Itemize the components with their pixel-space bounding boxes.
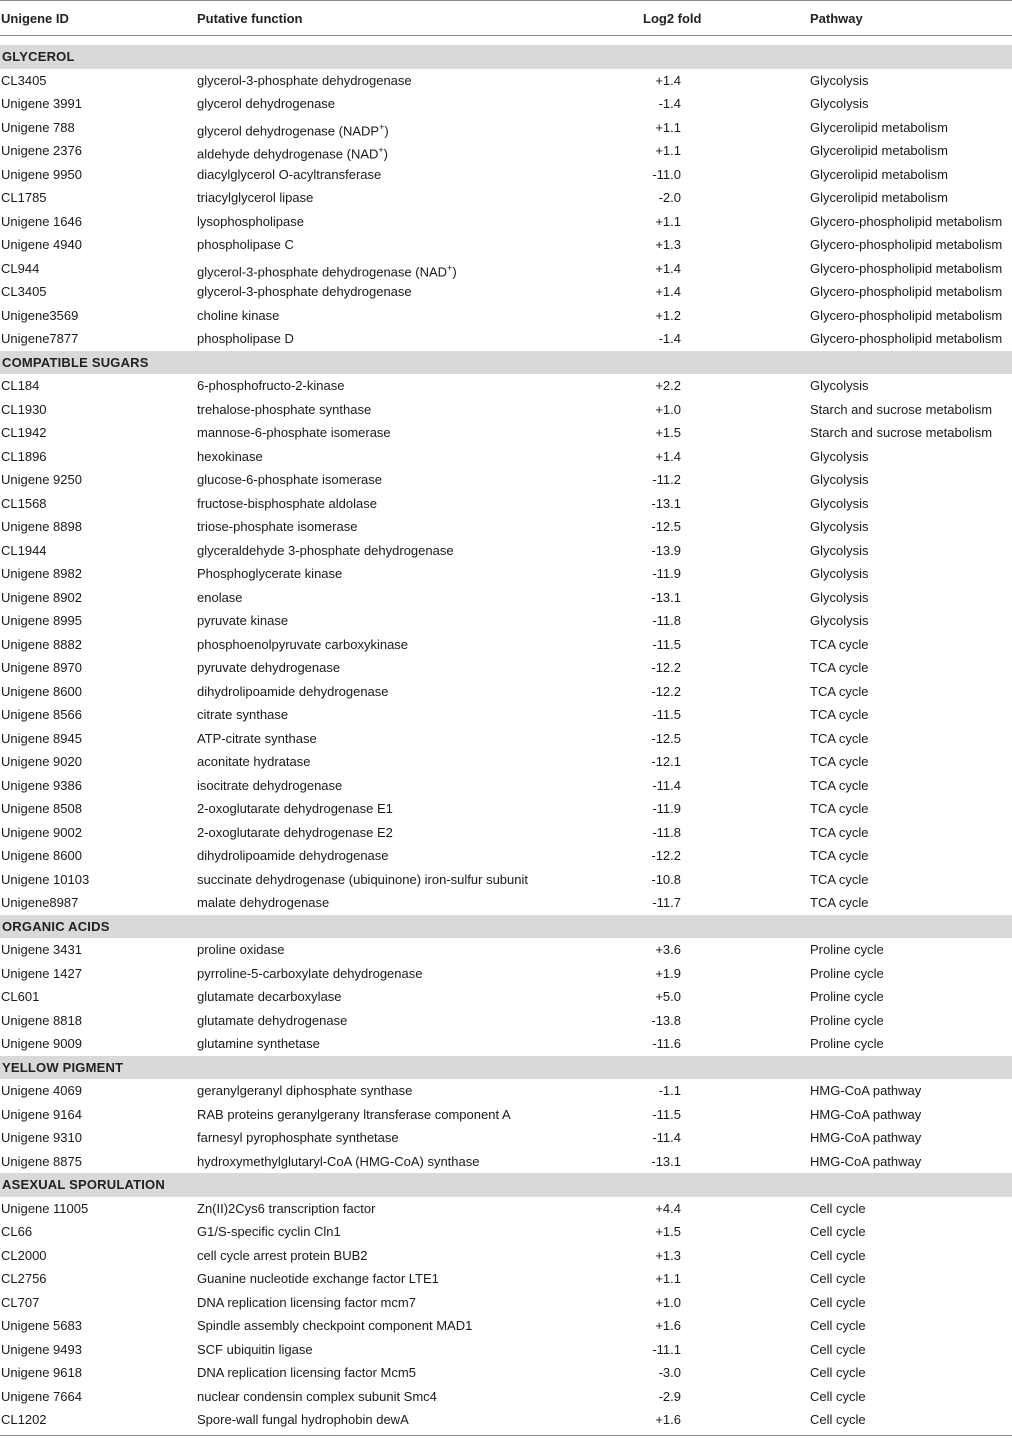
cell-unigene-id: Unigene 1427 <box>1 965 82 981</box>
cell-putative-function: triose-phosphate isomerase <box>197 519 358 534</box>
cell-pathway: Cell cycle <box>810 1318 866 1333</box>
table-row <box>0 868 1012 892</box>
cell-pathway: Cell cycle <box>810 1365 866 1380</box>
cell-log2-fold: -13.1 <box>651 589 681 605</box>
cell-log2-fold: -2.9 <box>658 1388 681 1404</box>
cell-unigene-id: Unigene 8902 <box>1 589 82 605</box>
cell-unigene-id: Unigene8987 <box>1 895 79 910</box>
cell-log2-fold: -1.4 <box>658 96 681 111</box>
cell-putative-function: dihydrolipoamide dehydrogenase <box>197 848 389 863</box>
cell-log2-fold: +1.4 <box>655 72 681 88</box>
cell-log2-fold: -1.1 <box>658 1083 681 1098</box>
cell-unigene-id: Unigene7877 <box>1 331 79 346</box>
cell-putative-function: phospholipase D <box>197 331 294 346</box>
section-header <box>0 915 1012 939</box>
cell-putative-function: DNA replication licensing factor mcm7 <box>197 1294 416 1310</box>
cell-unigene-id: CL184 <box>1 378 40 393</box>
cell-log2-fold: +1.6 <box>655 1412 681 1427</box>
table-row <box>0 750 1012 774</box>
cell-log2-fold: +1.5 <box>655 1224 681 1239</box>
cell-putative-function: trehalose-phosphate synthase <box>197 401 372 417</box>
cell-putative-function: 6-phosphofructo-2-kinase <box>197 378 345 393</box>
header-unigene-id: Unigene ID <box>1 11 69 26</box>
cell-unigene-id: Unigene 8818 <box>1 1012 82 1028</box>
bottom-rule <box>0 1435 1012 1436</box>
cell-unigene-id: CL1942 <box>1 425 47 440</box>
cell-unigene-id: CL1930 <box>1 401 47 417</box>
cell-putative-function: malate dehydrogenase <box>197 895 330 910</box>
cell-unigene-id: CL601 <box>1 989 40 1004</box>
cell-pathway: Glycero-phospholipid metabolism <box>810 307 1003 323</box>
table-row <box>0 797 1012 821</box>
cell-putative-function: geranylgeranyl diphosphate synthase <box>197 1083 413 1098</box>
table-row <box>0 656 1012 680</box>
table-row <box>0 1103 1012 1127</box>
cell-pathway: Cell cycle <box>810 1412 866 1427</box>
cell-unigene-id: CL1785 <box>1 190 47 205</box>
table-row <box>0 774 1012 798</box>
table-row <box>0 92 1012 116</box>
cell-pathway: Glycolysis <box>810 378 869 393</box>
section-header <box>0 1173 1012 1197</box>
cell-unigene-id: Unigene 2376 <box>1 143 82 158</box>
cell-pathway: Glycerolipid metabolism <box>810 166 948 182</box>
table-row <box>0 327 1012 351</box>
cell-pathway: Cell cycle <box>810 1341 866 1357</box>
cell-putative-function: proline oxidase <box>197 942 285 957</box>
cell-putative-function: G1/S-specific cyclin Cln1 <box>197 1224 341 1239</box>
cell-log2-fold: -12.1 <box>651 754 681 769</box>
table-row <box>0 1079 1012 1103</box>
cell-log2-fold: -11.4 <box>652 777 681 793</box>
table-row <box>0 492 1012 516</box>
table-row <box>0 844 1012 868</box>
cell-pathway: Glycolysis <box>810 472 869 487</box>
cell-log2-fold: +1.2 <box>655 307 681 323</box>
cell-putative-function: diacylglycerol O-acyltransferase <box>197 166 382 182</box>
cell-putative-function: glycerol-3-phosphate dehydrogenase <box>197 284 412 299</box>
cell-putative-function: fructose-bisphosphate aldolase <box>197 495 377 511</box>
cell-putative-function: glutamine synthetase <box>197 1036 320 1051</box>
table-row <box>0 257 1012 281</box>
cell-pathway: TCA cycle <box>810 777 869 793</box>
header-log2-fold: Log2 fold <box>643 11 702 26</box>
cell-putative-function: mannose-6-phosphate isomerase <box>197 425 391 440</box>
cell-pathway: Glycolysis <box>810 448 869 464</box>
cell-log2-fold: -13.8 <box>651 1012 681 1028</box>
cell-unigene-id: CL1944 <box>1 542 47 558</box>
table-row <box>0 680 1012 704</box>
cell-pathway: Starch and sucrose metabolism <box>810 401 993 417</box>
cell-pathway: Proline cycle <box>810 989 884 1004</box>
cell-pathway: HMG-CoA pathway <box>810 1153 922 1169</box>
cell-putative-function: glycerol dehydrogenase (NADP+) <box>197 121 389 138</box>
cell-log2-fold: -13.1 <box>651 495 681 511</box>
cell-unigene-id: Unigene 10103 <box>1 871 90 887</box>
cell-log2-fold: -11.9 <box>652 801 681 816</box>
section-title: ORGANIC ACIDS <box>2 918 110 934</box>
cell-log2-fold: +3.6 <box>655 942 681 957</box>
cell-log2-fold: +1.0 <box>655 401 681 417</box>
cell-log2-fold: -11.0 <box>652 166 681 182</box>
table-row <box>0 821 1012 845</box>
table-row <box>0 938 1012 962</box>
cell-putative-function: glycerol-3-phosphate dehydrogenase (NAD+) <box>197 262 457 279</box>
cell-pathway: Glycolysis <box>810 495 869 511</box>
cell-pathway: Cell cycle <box>810 1200 866 1216</box>
table-row <box>0 586 1012 610</box>
cell-log2-fold: +1.1 <box>655 1271 681 1286</box>
cell-pathway: Glycolysis <box>810 96 869 111</box>
cell-putative-function: succinate dehydrogenase (ubiquinone) iron-sulfur subunit <box>197 871 528 887</box>
cell-putative-function: farnesyl pyrophosphate synthetase <box>197 1130 399 1145</box>
cell-log2-fold: -13.1 <box>651 1153 681 1169</box>
cell-pathway: Glycero-phospholipid metabolism <box>810 284 1003 299</box>
table-row <box>0 1267 1012 1291</box>
section-header <box>0 1056 1012 1080</box>
table-row <box>0 421 1012 445</box>
table-row <box>0 1126 1012 1150</box>
cell-unigene-id: Unigene 9164 <box>1 1106 82 1122</box>
cell-unigene-id: Unigene 8875 <box>1 1153 82 1169</box>
cell-putative-function: enolase <box>197 589 243 605</box>
cell-log2-fold: -13.9 <box>651 542 681 558</box>
table-row <box>0 374 1012 398</box>
cell-unigene-id: CL2000 <box>1 1247 47 1263</box>
cell-putative-function: phospholipase C <box>197 237 294 252</box>
cell-unigene-id: Unigene 9002 <box>1 824 82 840</box>
cell-pathway: Proline cycle <box>810 1036 884 1051</box>
section-title: ASEXUAL SPORULATION <box>2 1177 165 1192</box>
cell-unigene-id: Unigene 9618 <box>1 1365 82 1380</box>
cell-pathway: HMG-CoA pathway <box>810 1106 922 1122</box>
cell-log2-fold: -10.8 <box>651 871 681 887</box>
cell-unigene-id: CL3405 <box>1 284 47 299</box>
cell-pathway: Glycero-phospholipid metabolism <box>810 331 1003 346</box>
cell-putative-function: pyruvate dehydrogenase <box>197 660 341 675</box>
cell-pathway: TCA cycle <box>810 848 869 863</box>
cell-pathway: TCA cycle <box>810 824 869 840</box>
table-body <box>0 45 1012 1432</box>
cell-unigene-id: Unigene 9950 <box>1 166 82 182</box>
cell-pathway: Starch and sucrose metabolism <box>810 425 993 440</box>
cell-pathway: Glycerolipid metabolism <box>810 143 948 158</box>
cell-pathway: Cell cycle <box>810 1247 866 1263</box>
cell-log2-fold: +1.3 <box>655 237 681 252</box>
cell-log2-fold: -11.7 <box>652 895 681 910</box>
table-row <box>0 280 1012 304</box>
table-row <box>0 233 1012 257</box>
cell-log2-fold: +1.1 <box>655 143 681 158</box>
table-row <box>0 1244 1012 1268</box>
cell-log2-fold: +1.4 <box>655 448 681 464</box>
table-row <box>0 1314 1012 1338</box>
cell-pathway: Glycolysis <box>810 519 869 534</box>
cell-log2-fold: -12.5 <box>651 730 681 746</box>
cell-putative-function: glucose-6-phosphate isomerase <box>197 472 382 487</box>
cell-putative-function: hexokinase <box>197 448 263 464</box>
cell-log2-fold: -11.1 <box>652 1341 681 1357</box>
cell-unigene-id: Unigene 3991 <box>1 96 82 111</box>
header-pathway: Pathway <box>810 11 863 26</box>
cell-log2-fold: -1.4 <box>658 331 681 346</box>
cell-putative-function: Spindle assembly checkpoint component MAD1 <box>197 1318 473 1333</box>
cell-putative-function: lysophospholipase <box>197 213 304 229</box>
cell-unigene-id: CL1896 <box>1 448 47 464</box>
section-title: YELLOW PIGMENT <box>2 1059 124 1075</box>
table-row <box>0 139 1012 163</box>
cell-unigene-id: Unigene 8982 <box>1 566 82 581</box>
cell-putative-function: isocitrate dehydrogenase <box>197 777 343 793</box>
section-header <box>0 351 1012 375</box>
cell-unigene-id: CL1202 <box>1 1412 47 1427</box>
cell-log2-fold: -11.2 <box>652 472 681 487</box>
cell-pathway: Glycerolipid metabolism <box>810 119 948 135</box>
cell-log2-fold: -12.5 <box>651 519 681 534</box>
cell-log2-fold: -11.4 <box>652 1130 681 1145</box>
cell-log2-fold: -11.5 <box>652 1106 681 1122</box>
cell-unigene-id: Unigene 7664 <box>1 1388 82 1404</box>
section-title: GLYCEROL <box>2 49 75 64</box>
cell-putative-function: glyceraldehyde 3-phosphate dehydrogenase <box>197 542 454 558</box>
cell-putative-function: pyrroline-5-carboxylate dehydrogenase <box>197 965 423 981</box>
cell-pathway: TCA cycle <box>810 895 869 910</box>
cell-log2-fold: +5.0 <box>655 989 681 1004</box>
cell-pathway: Cell cycle <box>810 1294 866 1310</box>
cell-log2-fold: -11.5 <box>652 707 681 722</box>
cell-putative-function: DNA replication licensing factor Mcm5 <box>197 1365 416 1380</box>
cell-log2-fold: -3.0 <box>658 1365 681 1380</box>
table-row <box>0 1220 1012 1244</box>
cell-pathway: Glycero-phospholipid metabolism <box>810 213 1003 229</box>
cell-unigene-id: CL3405 <box>1 72 47 88</box>
cell-pathway: HMG-CoA pathway <box>810 1083 922 1098</box>
table-row <box>0 985 1012 1009</box>
cell-unigene-id: Unigene 8600 <box>1 683 82 699</box>
table-row <box>0 186 1012 210</box>
cell-putative-function: glycerol-3-phosphate dehydrogenase <box>197 72 412 88</box>
table-row <box>0 633 1012 657</box>
cell-unigene-id: Unigene 788 <box>1 119 75 135</box>
cell-unigene-id: CL944 <box>1 260 40 276</box>
cell-putative-function: Zn(II)2Cys6 transcription factor <box>197 1200 376 1216</box>
table-row <box>0 515 1012 539</box>
cell-pathway: Glycero-phospholipid metabolism <box>810 260 1003 276</box>
table-row <box>0 69 1012 93</box>
cell-unigene-id: Unigene 3431 <box>1 942 82 957</box>
cell-log2-fold: -11.9 <box>652 566 681 581</box>
cell-unigene-id: Unigene 9009 <box>1 1036 82 1051</box>
cell-pathway: TCA cycle <box>810 754 869 769</box>
cell-pathway: Glycolysis <box>810 566 869 581</box>
table-row <box>0 163 1012 187</box>
cell-putative-function: glutamate dehydrogenase <box>197 1012 348 1028</box>
cell-putative-function: 2-oxoglutarate dehydrogenase E2 <box>197 824 393 840</box>
cell-putative-function: SCF ubiquitin ligase <box>197 1341 313 1357</box>
table-row <box>0 1009 1012 1033</box>
cell-putative-function: choline kinase <box>197 307 280 323</box>
cell-pathway: HMG-CoA pathway <box>810 1130 922 1145</box>
cell-pathway: Cell cycle <box>810 1388 866 1404</box>
cell-pathway: TCA cycle <box>810 660 869 675</box>
cell-unigene-id: Unigene 8600 <box>1 848 82 863</box>
cell-log2-fold: +1.1 <box>655 213 681 229</box>
table-row <box>0 727 1012 751</box>
cell-pathway: Glycolysis <box>810 613 869 628</box>
cell-log2-fold: -12.2 <box>651 848 681 863</box>
table-row <box>0 398 1012 422</box>
cell-log2-fold: -2.0 <box>658 190 681 205</box>
cell-putative-function: citrate synthase <box>197 707 289 722</box>
cell-putative-function: aconitate hydratase <box>197 754 311 769</box>
table-row <box>0 445 1012 469</box>
cell-unigene-id: CL2756 <box>1 1271 47 1286</box>
cell-unigene-id: Unigene 8945 <box>1 730 82 746</box>
cell-log2-fold: +1.4 <box>655 284 681 299</box>
cell-putative-function: phosphoenolpyruvate carboxykinase <box>197 636 409 652</box>
cell-putative-function: hydroxymethylglutaryl-CoA (HMG-CoA) synthase <box>197 1153 480 1169</box>
cell-unigene-id: Unigene 11005 <box>1 1200 89 1216</box>
cell-unigene-id: Unigene 4940 <box>1 237 82 252</box>
cell-pathway: Glycolysis <box>810 72 869 88</box>
cell-pathway: Proline cycle <box>810 965 884 981</box>
cell-log2-fold: +1.3 <box>655 1247 681 1263</box>
cell-putative-function: RAB proteins geranylgerany ltransferase component A <box>197 1106 511 1122</box>
cell-unigene-id: Unigene 8566 <box>1 707 82 722</box>
cell-unigene-id: Unigene 9493 <box>1 1341 82 1357</box>
cell-putative-function: 2-oxoglutarate dehydrogenase E1 <box>197 801 393 816</box>
cell-log2-fold: -12.2 <box>651 660 681 675</box>
table-row <box>0 1408 1012 1432</box>
cell-putative-function: Guanine nucleotide exchange factor LTE1 <box>197 1271 439 1286</box>
cell-pathway: TCA cycle <box>810 683 869 699</box>
table-row <box>0 891 1012 915</box>
cell-log2-fold: +1.1 <box>655 119 681 135</box>
cell-unigene-id: Unigene 8508 <box>1 801 82 816</box>
cell-putative-function: cell cycle arrest protein BUB2 <box>197 1247 368 1263</box>
cell-putative-function: pyruvate kinase <box>197 613 289 628</box>
table-row <box>0 1338 1012 1362</box>
table-row <box>0 1291 1012 1315</box>
cell-pathway: TCA cycle <box>810 730 869 746</box>
cell-pathway: Glycolysis <box>810 542 869 558</box>
table-row <box>0 962 1012 986</box>
cell-unigene-id: Unigene 8970 <box>1 660 82 675</box>
cell-unigene-id: CL1568 <box>1 495 47 511</box>
table-row <box>0 562 1012 586</box>
cell-putative-function: ATP-citrate synthase <box>197 730 317 746</box>
cell-log2-fold: +4.4 <box>655 1200 681 1216</box>
cell-unigene-id: Unigene 9386 <box>1 777 82 793</box>
cell-unigene-id: Unigene 8995 <box>1 613 82 628</box>
table-row <box>0 468 1012 492</box>
cell-pathway: Glycerolipid metabolism <box>810 190 948 205</box>
table-row <box>0 609 1012 633</box>
cell-putative-function: Phosphoglycerate kinase <box>197 566 343 581</box>
table-row <box>0 1361 1012 1385</box>
cell-unigene-id: Unigene 5683 <box>1 1318 82 1333</box>
cell-log2-fold: -12.2 <box>651 683 681 699</box>
cell-log2-fold: +1.0 <box>655 1294 681 1310</box>
cell-unigene-id: Unigene 4069 <box>1 1083 82 1098</box>
cell-unigene-id: CL707 <box>1 1294 40 1310</box>
cell-log2-fold: +1.9 <box>655 965 681 981</box>
section-title: COMPATIBLE SUGARS <box>2 354 149 370</box>
cell-pathway: Cell cycle <box>810 1224 866 1239</box>
cell-unigene-id: Unigene3569 <box>1 307 79 323</box>
cell-unigene-id: Unigene 9020 <box>1 754 82 769</box>
cell-pathway: TCA cycle <box>810 871 869 887</box>
cell-log2-fold: -11.8 <box>652 824 681 840</box>
cell-pathway: Glycolysis <box>810 589 869 605</box>
table-row <box>0 210 1012 234</box>
table-row <box>0 1385 1012 1409</box>
table-row <box>0 703 1012 727</box>
section-header <box>0 45 1012 69</box>
table-header <box>0 0 1012 36</box>
cell-log2-fold: -11.6 <box>652 1036 681 1051</box>
cell-putative-function: triacylglycerol lipase <box>197 190 314 205</box>
cell-pathway: Cell cycle <box>810 1271 866 1286</box>
cell-log2-fold: +2.2 <box>655 378 681 393</box>
cell-unigene-id: Unigene 9310 <box>1 1130 82 1145</box>
cell-log2-fold: +1.4 <box>655 260 681 276</box>
cell-log2-fold: +1.5 <box>655 425 681 440</box>
cell-log2-fold: -11.8 <box>652 613 681 628</box>
cell-log2-fold: +1.6 <box>655 1318 681 1333</box>
table-row <box>0 1032 1012 1056</box>
table-row <box>0 1150 1012 1174</box>
table-row <box>0 1197 1012 1221</box>
table-row <box>0 304 1012 328</box>
cell-unigene-id: CL66 <box>1 1224 33 1239</box>
cell-putative-function: dihydrolipoamide dehydrogenase <box>197 683 389 699</box>
cell-pathway: Glycero-phospholipid metabolism <box>810 237 1003 252</box>
cell-putative-function: glutamate decarboxylase <box>197 989 342 1004</box>
cell-unigene-id: Unigene 1646 <box>1 213 82 229</box>
cell-pathway: Proline cycle <box>810 942 884 957</box>
cell-pathway: TCA cycle <box>810 636 869 652</box>
cell-pathway: TCA cycle <box>810 801 869 816</box>
table-row <box>0 116 1012 140</box>
table-row <box>0 539 1012 563</box>
cell-pathway: TCA cycle <box>810 707 869 722</box>
cell-putative-function: nuclear condensin complex subunit Smc4 <box>197 1388 437 1404</box>
cell-unigene-id: Unigene 8882 <box>1 636 82 652</box>
cell-log2-fold: -11.5 <box>652 636 681 652</box>
cell-putative-function: glycerol dehydrogenase <box>197 96 336 111</box>
cell-unigene-id: Unigene 8898 <box>1 519 82 534</box>
cell-pathway: Proline cycle <box>810 1012 884 1028</box>
cell-putative-function: aldehyde dehydrogenase (NAD+) <box>197 145 389 162</box>
header-putative-function: Putative function <box>197 11 303 26</box>
cell-putative-function: Spore-wall fungal hydrophobin dewA <box>197 1412 409 1427</box>
cell-unigene-id: Unigene 9250 <box>1 472 82 487</box>
